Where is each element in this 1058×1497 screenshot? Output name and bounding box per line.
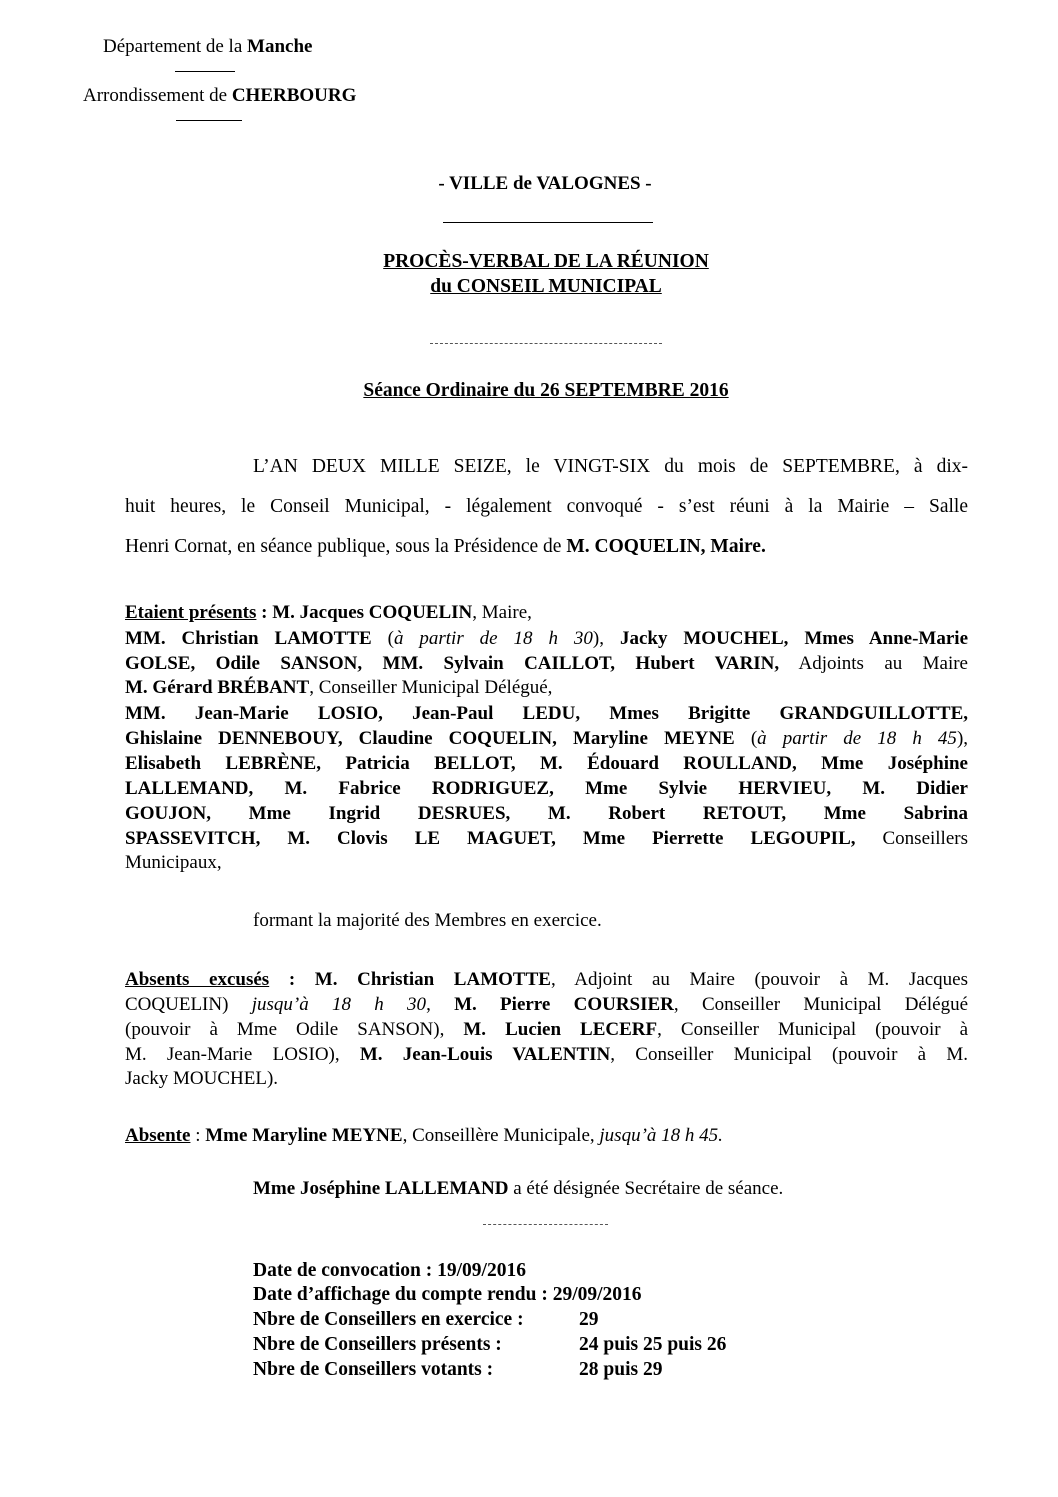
absente-colon: :: [190, 1125, 206, 1146]
presents-line-5: MM. Jean-Marie LOSIO, Jean-Paul LEDU, Mmes Brigitte GRANDGUILLOTTE,: [125, 703, 968, 724]
absents-lecerf-role: , Conseiller Municipal (pouvoir à: [657, 1019, 968, 1040]
presents-legoupil: SPASSEVITCH, M. Clovis LE MAGUET, Mme Pierrette LEGOUPIL,: [125, 828, 856, 849]
absente-until: jusqu’à 18 h 45.: [599, 1125, 723, 1146]
paren-close: ),: [592, 628, 620, 649]
departement-name: Manche: [247, 36, 313, 57]
presents-line-11: Municipaux,: [125, 852, 222, 873]
presents-mouchel: Jacky MOUCHEL, Mmes Anne-Marie: [619, 628, 968, 649]
presents-adjoints-role: Adjoints au Maire: [779, 653, 968, 674]
absente-line: [125, 1125, 723, 1147]
absents-coursier-pouvoir: (pouvoir à Mme Odile SANSON),: [125, 1019, 464, 1040]
ville-title: - VILLE de VALOGNES -: [438, 173, 652, 194]
secretaire-dash-rule: [483, 1224, 608, 1225]
majorite-line: formant la majorité des Membres en exercice.: [253, 910, 602, 931]
absents-lamotte-time: jusqu’à 18 h 30: [251, 994, 427, 1015]
absente-name: Mme Maryline MEYNE: [205, 1125, 403, 1146]
presents-label: Etaient présents: [125, 602, 257, 623]
absents-valentin: M. Jean-Louis VALENTIN: [359, 1044, 611, 1065]
convocation-value: 19/09/2016: [437, 1260, 526, 1281]
presents-line-7: Elisabeth LEBRÈNE, Patricia BELLOT, M. Édouard ROULLAND, Mme Joséphine: [125, 753, 968, 774]
paren-open: (: [371, 628, 394, 649]
votants-value: 28 puis 29: [579, 1359, 663, 1380]
intro-line-3: [125, 536, 766, 558]
arrondissement-line: [83, 85, 356, 107]
absents-colon: :: [269, 969, 315, 990]
affichage-row: [253, 1284, 642, 1306]
title-dash-rule: [430, 343, 662, 344]
presents-maire-role: , Maire,: [472, 602, 532, 623]
intro-line-1: L’AN DEUX MILLE SEIZE, le VINGT-SIX du mois de SEPTEMBRE, à dix-: [253, 456, 968, 477]
affichage-label: Date d’affichage du compte rendu :: [253, 1284, 553, 1305]
absents-line-2: [125, 993, 968, 1016]
presents-line-1: [125, 602, 532, 624]
intro-line-2: huit heures, le Conseil Municipal, - légalement convoqué - s’est réuni à la Mairie – Salle: [125, 496, 968, 517]
secretaire-line: [253, 1178, 783, 1200]
header-rule-1: [175, 71, 235, 72]
exercice-label: Nbre de Conseillers en exercice :: [253, 1309, 524, 1330]
absents-lamotte-pouvoir: , Adjoint au Maire (pouvoir à M. Jacques: [550, 969, 968, 990]
absents-coursier: M. Pierre COURSIER: [454, 994, 674, 1015]
departement-prefix: Département de la: [103, 36, 248, 57]
absente-role: , Conseillère Municipale,: [402, 1125, 600, 1146]
presents-count-label: Nbre de Conseillers présents :: [253, 1334, 502, 1355]
intro-president: M. COQUELIN, Maire.: [566, 536, 766, 557]
presents-meyne: Ghislaine DENNEBOUY, Claudine COQUELIN, Maryline MEYNE: [125, 728, 735, 749]
secretaire-name: Mme Joséphine LALLEMAND: [253, 1178, 509, 1199]
absents-lecerf: M. Lucien LECERF: [463, 1019, 658, 1040]
absente-label: Absente: [125, 1125, 191, 1146]
absents-line-3: [125, 1018, 968, 1041]
arrondissement-prefix: Arrondissement de: [83, 85, 232, 106]
absents-line-1: [125, 968, 968, 991]
presents-brebant-role: , Conseiller Municipal Délégué,: [309, 677, 553, 698]
affichage-value: 29/09/2016: [552, 1284, 642, 1305]
seance-title: Séance Ordinaire du 26 SEPTEMBRE 2016: [363, 380, 729, 401]
departement-line: [103, 36, 312, 58]
presents-line-3: [125, 652, 968, 675]
arrondissement-name: CHERBOURG: [231, 85, 357, 106]
paren-close-2: ),: [956, 728, 968, 749]
presents-line-10: [125, 827, 968, 850]
paren-open-2: (: [734, 728, 758, 749]
convocation-row: [253, 1260, 526, 1282]
header-rule-2: [176, 120, 242, 121]
presents-line-9: GOUJON, Mme Ingrid DESRUES, M. Robert RETOUT, Mme Sabrina: [125, 803, 968, 824]
absents-valentin-role: , Conseiller Municipal (pouvoir à M.: [610, 1044, 968, 1065]
presents-count-value: 24 puis 25 puis 26: [579, 1334, 727, 1355]
absents-line-4: [125, 1043, 968, 1066]
presents-conseillers: Conseillers: [855, 828, 968, 849]
absents-coursier-role: , Conseiller Municipal Délégué: [673, 994, 968, 1015]
presents-line-4: [125, 677, 552, 699]
intro-line-3-text: Henri Cornat, en séance publique, sous la Présidence de: [125, 536, 567, 557]
presents-line-6: [125, 727, 968, 750]
presents-lamotte: MM. Christian LAMOTTE: [125, 628, 372, 649]
absents-lecerf-pouvoir: M. Jean-Marie LOSIO),: [125, 1044, 360, 1065]
absents-coquelin: COQUELIN): [125, 994, 252, 1015]
exercice-value: 29: [579, 1309, 599, 1330]
pv-title-line2: du CONSEIL MUNICIPAL: [430, 276, 662, 297]
presents-colon: :: [256, 602, 273, 623]
comma: ,: [426, 994, 455, 1015]
secretaire-text: a été désignée Secrétaire de séance.: [508, 1178, 784, 1199]
presents-lamotte-time: à partir de 18 h 30: [393, 628, 593, 649]
presents-adjoints: GOLSE, Odile SANSON, MM. Sylvain CAILLOT, Hubert VARIN,: [125, 653, 780, 674]
presents-line-2: [125, 627, 968, 650]
absents-line-5: Jacky MOUCHEL).: [125, 1068, 279, 1089]
convocation-label: Date de convocation :: [253, 1260, 438, 1281]
presents-line-8: LALLEMAND, M. Fabrice RODRIGUEZ, Mme Sylvie HERVIEU, M. Didier: [125, 778, 968, 799]
presents-meyne-time: à partir de 18 h 45: [757, 728, 957, 749]
absents-lamotte: M. Christian LAMOTTE: [314, 969, 551, 990]
ville-rule: [443, 222, 653, 223]
absents-label: Absents excusés: [125, 969, 270, 990]
presents-maire: M. Jacques COQUELIN: [272, 602, 473, 623]
pv-title-line1: PROCÈS-VERBAL DE LA RÉUNION: [383, 251, 709, 272]
presents-brebant: M. Gérard BRÉBANT: [125, 677, 310, 698]
votants-label: Nbre de Conseillers votants :: [253, 1359, 494, 1380]
